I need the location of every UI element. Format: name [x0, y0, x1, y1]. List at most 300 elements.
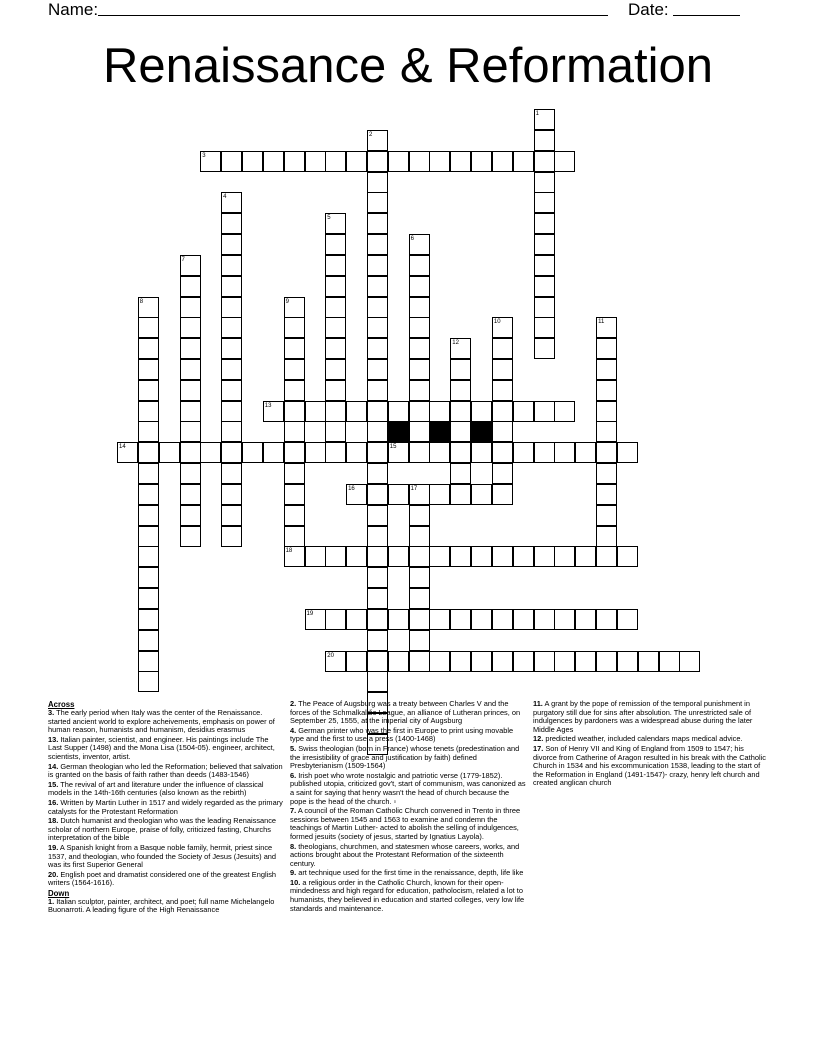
grid-cell[interactable] — [367, 338, 388, 359]
grid-cell[interactable] — [180, 380, 201, 401]
clue-item — [48, 781, 283, 798]
grid-cell[interactable] — [367, 546, 388, 567]
grid-cell[interactable] — [138, 630, 159, 651]
grid-cell[interactable] — [284, 151, 305, 172]
grid-cell[interactable] — [575, 442, 596, 463]
grid-cell[interactable] — [221, 463, 242, 484]
grid-cell[interactable] — [409, 609, 430, 630]
grid-cell[interactable] — [346, 151, 367, 172]
grid-cell[interactable] — [492, 442, 513, 463]
grid-cell[interactable] — [534, 651, 555, 672]
grid-cell[interactable] — [138, 317, 159, 338]
grid-cell[interactable] — [138, 588, 159, 609]
across-clue-list — [48, 709, 283, 888]
grid-cell[interactable] — [409, 546, 430, 567]
grid-cell[interactable] — [242, 151, 263, 172]
clue-item — [48, 898, 283, 915]
grid-cell[interactable] — [367, 588, 388, 609]
grid-cell[interactable] — [367, 630, 388, 651]
grid-cell[interactable] — [450, 484, 471, 505]
grid-cell[interactable] — [575, 651, 596, 672]
grid-cell[interactable] — [450, 546, 471, 567]
grid-cell[interactable] — [221, 484, 242, 505]
grid-cell[interactable] — [138, 526, 159, 547]
grid-cell[interactable] — [367, 172, 388, 193]
grid-cell[interactable] — [409, 276, 430, 297]
grid-cell[interactable] — [409, 442, 430, 463]
grid-cell[interactable] — [492, 484, 513, 505]
grid-cell[interactable] — [180, 526, 201, 547]
grid-cell[interactable] — [346, 442, 367, 463]
grid-cell[interactable] — [367, 651, 388, 672]
grid-cell[interactable] — [596, 401, 617, 422]
grid-cell[interactable] — [596, 526, 617, 547]
grid-cell[interactable] — [138, 609, 159, 630]
grid-cell[interactable] — [221, 359, 242, 380]
grid-cell[interactable] — [450, 442, 471, 463]
grid-cell[interactable] — [409, 151, 430, 172]
grid-cell[interactable] — [409, 421, 430, 442]
grid-cell[interactable] — [138, 651, 159, 672]
grid-cell[interactable] — [284, 401, 305, 422]
grid-cell[interactable] — [305, 442, 326, 463]
clue-number: 12 — [452, 340, 459, 347]
grid-cell[interactable] — [492, 421, 513, 442]
grid-cell[interactable] — [554, 546, 575, 567]
grid-cell[interactable] — [513, 442, 534, 463]
clue-item-text: German printer who was the first in Europe to print using movable type and the first to use a press (1400-1468) — [290, 725, 514, 744]
grid-cell[interactable] — [138, 505, 159, 526]
clue-item-number: 6. — [290, 770, 297, 780]
down-heading: Down — [48, 888, 70, 898]
grid-cell[interactable] — [534, 609, 555, 630]
grid-cell[interactable] — [492, 546, 513, 567]
grid-cell[interactable] — [367, 213, 388, 234]
clues-column-3 — [533, 700, 768, 789]
clue-number: 20 — [327, 652, 334, 659]
clue-number: 14 — [119, 444, 126, 451]
grid-cell[interactable] — [450, 421, 471, 442]
grid-cell[interactable] — [284, 421, 305, 442]
clue-item-text: German theologian who led the Reformation; believed that salvation is granted on the basis of faith rather than deeds (1483-1546) — [48, 761, 283, 780]
grid-cell[interactable] — [638, 651, 659, 672]
grid-cell[interactable] — [284, 505, 305, 526]
grid-cell[interactable] — [221, 401, 242, 422]
clue-item-text: Written by Martin Luther in 1517 and widely regarded as the primary catalysts for the Protestant Reformation — [48, 797, 283, 816]
grid-cell[interactable] — [221, 505, 242, 526]
grid-cell[interactable] — [180, 484, 201, 505]
clue-item-number: 18. — [48, 816, 59, 826]
grid-cell[interactable] — [492, 401, 513, 422]
grid-cell[interactable] — [492, 609, 513, 630]
grid-cell[interactable] — [534, 276, 555, 297]
grid-cell[interactable] — [409, 651, 430, 672]
clue-item — [290, 727, 526, 744]
grid-cell[interactable] — [471, 151, 492, 172]
clue-item-number: 3. — [48, 708, 55, 717]
clue-item-text: A Spanish knight from a Basque noble family, hermit, priest since 1537, and theologian, who founded the Society of Jesus (Jesuits) and was its first Superior General — [48, 842, 277, 870]
grid-cell[interactable] — [596, 484, 617, 505]
clue-item-number: 13. — [48, 734, 59, 744]
clue-item-number: 5. — [290, 743, 297, 753]
clue-item-text: A council of the Roman Catholic Church convened in Trento in three sessions between 1545 and 1563 to examine and condemn the teachings of Martin Luther- acted to abolish the selling of indulgences, formed jesuits (society of jesus, started by Ignatius Layola). — [290, 806, 521, 841]
grid-cell[interactable] — [180, 297, 201, 318]
clue-number: 9 — [285, 298, 289, 305]
grid-cell[interactable] — [325, 380, 346, 401]
clue-item-number: 9. — [290, 868, 297, 878]
grid-cell[interactable] — [221, 151, 242, 172]
grid-cell[interactable] — [221, 213, 242, 234]
clue-item — [290, 772, 526, 806]
grid-cell[interactable] — [596, 442, 617, 463]
grid-cell[interactable] — [388, 651, 409, 672]
grid-cell[interactable] — [513, 546, 534, 567]
clue-item-text: Swiss theologian (born in France) whose tenets (predestination and the irresistibility of grace and justification by faith) defined Presbyterianism (1509-1564) — [290, 743, 520, 771]
grid-cell[interactable] — [325, 609, 346, 630]
grid-cell[interactable] — [346, 609, 367, 630]
grid-cell[interactable] — [138, 484, 159, 505]
grid-cell[interactable] — [471, 401, 492, 422]
clue-item — [290, 879, 526, 913]
grid-cell[interactable] — [554, 609, 575, 630]
grid-cell[interactable] — [388, 484, 409, 505]
clue-item — [48, 763, 283, 780]
clue-item-text: Son of Henry VII and King of England from 1509 to 1547; his divorce from Catherine of Aragon resulted in his break with the Catholic Church in 1534 and his excommunication 1538, leading to the start of the Reformation in England (1491-1547)- crazy, henry left church and created anglican church — [533, 743, 766, 788]
grid-cell[interactable] — [429, 442, 450, 463]
grid-cell[interactable] — [513, 151, 534, 172]
grid-cell[interactable] — [409, 505, 430, 526]
grid-cell[interactable] — [450, 380, 471, 401]
grid-cell[interactable] — [138, 463, 159, 484]
grid-cell[interactable] — [325, 546, 346, 567]
grid-cell[interactable] — [221, 276, 242, 297]
grid-cell[interactable] — [367, 276, 388, 297]
grid-cell[interactable] — [513, 609, 534, 630]
clue-number: 4 — [223, 194, 227, 201]
grid-cell[interactable] — [388, 151, 409, 172]
grid-cell[interactable] — [617, 546, 638, 567]
grid-cell[interactable] — [284, 338, 305, 359]
grid-cell[interactable] — [534, 192, 555, 213]
grid-cell[interactable] — [138, 338, 159, 359]
grid-cell[interactable] — [180, 463, 201, 484]
clue-number: 11 — [598, 319, 605, 326]
grid-cell[interactable] — [409, 401, 430, 422]
clue-item — [48, 799, 283, 816]
grid-cell[interactable] — [367, 526, 388, 547]
grid-cell[interactable] — [180, 401, 201, 422]
grid-cell[interactable] — [367, 671, 388, 692]
clue-item-text: a religious order in the Catholic Church, known for their open-mindedness and high regard for education, patholocism, related a lot to humanists, they believed in education and started colleges, very low life standards and maintenance. — [290, 877, 525, 913]
grid-cell[interactable] — [409, 359, 430, 380]
grid-cell[interactable] — [388, 401, 409, 422]
grid-cell[interactable] — [367, 421, 388, 442]
grid-cell[interactable] — [138, 401, 159, 422]
grid-cell[interactable] — [138, 546, 159, 567]
grid-cell[interactable] — [367, 380, 388, 401]
grid-cell[interactable] — [429, 484, 450, 505]
grid-cell[interactable] — [367, 401, 388, 422]
grid-cell[interactable] — [534, 317, 555, 338]
grid-cell[interactable] — [346, 546, 367, 567]
grid-cell[interactable] — [596, 359, 617, 380]
grid-cell[interactable] — [325, 276, 346, 297]
grid-cell[interactable] — [471, 651, 492, 672]
grid-cell[interactable] — [575, 546, 596, 567]
grid-cell[interactable] — [284, 317, 305, 338]
grid-cell[interactable] — [388, 609, 409, 630]
grid-cell[interactable] — [367, 255, 388, 276]
grid-cell[interactable] — [450, 463, 471, 484]
clue-item-text: art technique used for the first time in the renaissance, depth, life like — [296, 868, 524, 878]
clue-number: 7 — [181, 256, 185, 263]
clue-item — [48, 709, 283, 735]
clue-item-number: 10. — [290, 877, 301, 887]
grid-cell[interactable] — [429, 546, 450, 567]
grid-cell[interactable] — [325, 297, 346, 318]
grid-cell[interactable] — [221, 255, 242, 276]
grid-cell[interactable] — [409, 317, 430, 338]
grid-cell[interactable] — [409, 630, 430, 651]
grid-cell[interactable] — [325, 317, 346, 338]
grid-cell[interactable] — [367, 317, 388, 338]
clue-item-number: 20. — [48, 869, 59, 879]
grid-cell[interactable] — [284, 463, 305, 484]
grid-cell[interactable] — [409, 567, 430, 588]
grid-cell[interactable] — [284, 359, 305, 380]
grid-cell[interactable] — [596, 505, 617, 526]
grid-cell[interactable] — [367, 192, 388, 213]
grid-cell[interactable] — [534, 255, 555, 276]
clues-column-1 — [48, 700, 283, 916]
clue-item-number: 14. — [48, 761, 59, 771]
grid-cell[interactable] — [513, 651, 534, 672]
grid-cell[interactable] — [242, 442, 263, 463]
grid-cell[interactable] — [429, 609, 450, 630]
grid-cell[interactable] — [200, 442, 221, 463]
grid-cell[interactable] — [180, 338, 201, 359]
grid-cell[interactable] — [221, 297, 242, 318]
black-square — [388, 421, 409, 442]
grid-cell[interactable] — [325, 255, 346, 276]
grid-cell[interactable] — [263, 442, 284, 463]
grid-cell[interactable] — [409, 297, 430, 318]
grid-cell[interactable] — [221, 317, 242, 338]
name-label: Name: — [48, 0, 99, 19]
grid-cell[interactable] — [159, 442, 180, 463]
grid-cell[interactable] — [325, 442, 346, 463]
clue-item-number: 16. — [48, 797, 59, 807]
grid-cell[interactable] — [617, 609, 638, 630]
grid-cell[interactable] — [367, 567, 388, 588]
clue-item-text: Irish poet who wrote nostalgic and patriotic verse (1779-1852). published utopia, criticized gov't, start of communism, was canonized as a saint for saying that henry wasn't the head of church because the pope is the head of the church. ▫ — [290, 770, 526, 806]
grid-cell[interactable] — [534, 130, 555, 151]
grid-cell[interactable] — [429, 651, 450, 672]
page-title: Renaissance & Reformation — [102, 39, 714, 93]
clue-item — [533, 745, 768, 788]
grid-cell[interactable] — [492, 380, 513, 401]
clue-item-number: 11. — [533, 699, 543, 708]
clue-item — [533, 735, 768, 744]
grid-cell[interactable] — [492, 651, 513, 672]
grid-cell[interactable] — [534, 442, 555, 463]
grid-cell[interactable] — [534, 172, 555, 193]
clue-item-number: 15. — [48, 779, 59, 789]
grid-cell[interactable] — [180, 505, 201, 526]
grid-cell[interactable] — [180, 421, 201, 442]
grid-cell[interactable] — [534, 151, 555, 172]
grid-cell[interactable] — [534, 546, 555, 567]
grid-cell[interactable] — [180, 442, 201, 463]
grid-cell[interactable] — [575, 609, 596, 630]
grid-cell[interactable] — [325, 151, 346, 172]
grid-cell[interactable] — [409, 255, 430, 276]
grid-cell[interactable] — [138, 567, 159, 588]
grid-cell[interactable] — [492, 151, 513, 172]
grid-cell[interactable] — [367, 359, 388, 380]
clue-item — [290, 869, 526, 878]
grid-cell[interactable] — [596, 651, 617, 672]
clue-item-number: 2. — [290, 699, 297, 708]
grid-cell[interactable] — [367, 151, 388, 172]
clue-item — [48, 736, 283, 762]
grid-cell[interactable] — [450, 609, 471, 630]
grid-cell[interactable] — [367, 484, 388, 505]
grid-cell[interactable] — [221, 421, 242, 442]
clue-item-text: The early period when Italy was the center of the Renaissance. started ancient world to explore acheivements, emphasis on power of human reason, humanists and humanism, desidius erasmus — [48, 708, 275, 735]
clue-number: 18 — [285, 548, 293, 555]
grid-cell[interactable] — [659, 651, 680, 672]
clue-item-number: 4. — [290, 725, 297, 735]
grid-cell[interactable] — [263, 151, 284, 172]
grid-cell[interactable] — [180, 276, 201, 297]
grid-cell[interactable] — [492, 359, 513, 380]
grid-cell[interactable] — [617, 651, 638, 672]
grid-cell[interactable] — [367, 505, 388, 526]
clue-number: 8 — [139, 298, 144, 305]
grid-cell[interactable] — [180, 317, 201, 338]
grid-cell[interactable] — [596, 546, 617, 567]
grid-cell[interactable] — [367, 609, 388, 630]
grid-cell[interactable] — [367, 297, 388, 318]
down-clue-list — [290, 700, 526, 913]
grid-cell[interactable] — [492, 338, 513, 359]
grid-cell[interactable] — [554, 442, 575, 463]
grid-cell[interactable] — [617, 442, 638, 463]
grid-cell[interactable] — [471, 609, 492, 630]
grid-cell[interactable] — [596, 421, 617, 442]
clue-number: 2 — [369, 131, 373, 138]
grid-cell[interactable] — [325, 359, 346, 380]
grid-cell[interactable] — [554, 151, 575, 172]
clue-number: 5 — [327, 215, 331, 222]
grid-cell[interactable] — [325, 338, 346, 359]
grid-cell[interactable] — [450, 651, 471, 672]
clue-number: 19 — [306, 610, 314, 617]
clues-column-2 — [290, 700, 526, 914]
grid-cell[interactable] — [138, 671, 159, 692]
grid-cell[interactable] — [284, 380, 305, 401]
grid-cell[interactable] — [221, 234, 242, 255]
grid-cell[interactable] — [450, 401, 471, 422]
grid-cell[interactable] — [284, 526, 305, 547]
grid-cell[interactable] — [325, 234, 346, 255]
grid-cell[interactable] — [305, 546, 326, 567]
down-clue-list — [533, 700, 768, 788]
grid-cell[interactable] — [429, 151, 450, 172]
grid-cell[interactable] — [367, 234, 388, 255]
clue-item-number: 12. — [533, 734, 544, 744]
grid-cell[interactable] — [346, 401, 367, 422]
grid-cell[interactable] — [534, 213, 555, 234]
grid-cell[interactable] — [180, 359, 201, 380]
grid-cell[interactable] — [429, 401, 450, 422]
grid-cell[interactable] — [596, 463, 617, 484]
grid-cell[interactable] — [409, 338, 430, 359]
grid-cell[interactable] — [305, 401, 326, 422]
grid-cell[interactable] — [409, 380, 430, 401]
clue-item — [290, 843, 526, 869]
grid-cell[interactable] — [534, 234, 555, 255]
clue-item-text: English poet and dramatist considered one of the greatest English writers (1564-1616). — [48, 869, 277, 888]
grid-cell[interactable] — [471, 442, 492, 463]
grid-cell[interactable] — [492, 463, 513, 484]
grid-cell[interactable] — [138, 421, 159, 442]
grid-cell[interactable] — [221, 380, 242, 401]
grid-cell[interactable] — [450, 151, 471, 172]
grid-cell[interactable] — [471, 484, 492, 505]
clue-number: 15 — [389, 444, 397, 451]
grid-cell[interactable] — [284, 442, 305, 463]
grid-cell[interactable] — [221, 526, 242, 547]
grid-cell[interactable] — [554, 401, 575, 422]
clue-item-text: The revival of art and literature under the influence of classical models in the 14th-16th centuries (also known as the rebirth) — [48, 779, 264, 798]
grid-cell[interactable] — [534, 338, 555, 359]
clue-number: 3 — [202, 152, 206, 159]
grid-cell[interactable] — [138, 359, 159, 380]
grid-cell[interactable] — [221, 442, 242, 463]
grid-cell[interactable] — [346, 651, 367, 672]
grid-cell[interactable] — [596, 380, 617, 401]
grid-cell[interactable] — [138, 380, 159, 401]
grid-cell[interactable] — [513, 401, 534, 422]
clue-item-text: The Peace of Augsburg was a treaty between Charles V and the forces of the Schmalkaldic League, an alliance of Lutheran princes, on September 25, 1555, at the imperial city of Augsburg — [290, 699, 521, 726]
grid-cell[interactable] — [388, 546, 409, 567]
clue-item-text: theologians, churchmen, and statesmen whose careers, works, and actions brought about the Protestant Reformation of the sixteenth century. — [290, 841, 520, 868]
clue-item — [290, 745, 526, 771]
grid-cell[interactable] — [305, 151, 326, 172]
clue-item-text: predicted weather, included calendars maps medical advice. — [543, 734, 743, 744]
grid-cell[interactable] — [409, 526, 430, 547]
grid-cell[interactable] — [450, 359, 471, 380]
grid-cell[interactable] — [367, 463, 388, 484]
grid-cell[interactable] — [534, 297, 555, 318]
grid-cell[interactable] — [221, 338, 242, 359]
clue-item-number: 8. — [290, 841, 297, 851]
grid-cell[interactable] — [409, 588, 430, 609]
grid-cell[interactable] — [367, 442, 388, 463]
grid-cell[interactable] — [554, 651, 575, 672]
grid-cell[interactable] — [471, 546, 492, 567]
grid-cell[interactable] — [596, 338, 617, 359]
grid-cell[interactable] — [138, 442, 159, 463]
grid-cell[interactable] — [284, 484, 305, 505]
grid-cell[interactable] — [325, 401, 346, 422]
grid-cell[interactable] — [679, 651, 700, 672]
grid-cell[interactable] — [596, 609, 617, 630]
grid-cell[interactable] — [325, 421, 346, 442]
grid-cell[interactable] — [534, 401, 555, 422]
